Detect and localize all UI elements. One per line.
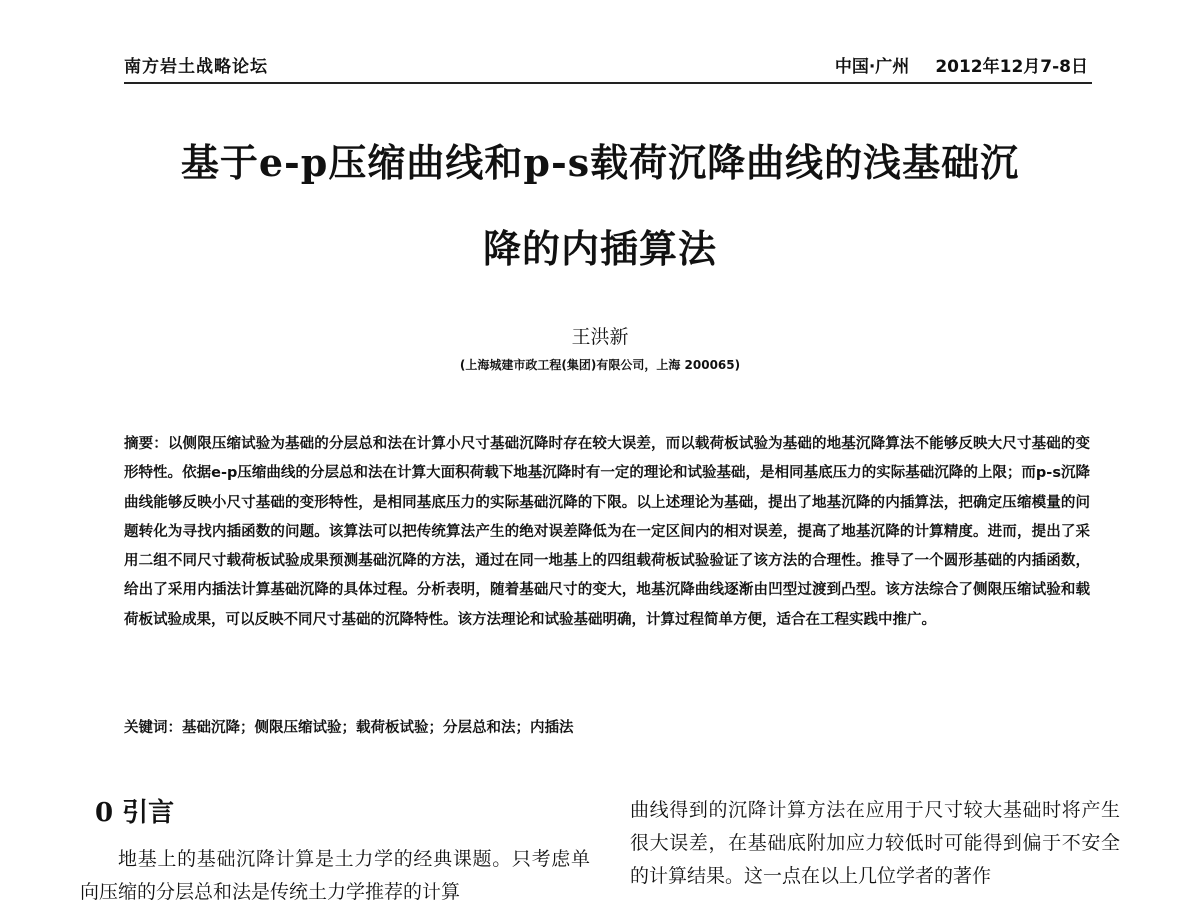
- keywords-text: 基础沉降；侧限压缩试验；载荷板试验；分层总和法；内插法: [182, 720, 574, 736]
- conference-location: 中国·广州: [834, 57, 910, 77]
- author-affiliation: (上海城建市政工程(集团)有限公司，上海 200065): [459, 358, 741, 372]
- conference-name: 南方岩土战略论坛: [124, 57, 268, 77]
- keywords-label: 关键词：: [124, 720, 182, 736]
- keywords: [124, 716, 1090, 737]
- abstract-text: 以侧限压缩试验为基础的分层总和法在计算小尺寸基础沉降时存在较大误差，而以载荷板试验为基础的地基沉降算法不能够反映大尺寸基础的变形特性。依据e-p压缩曲线的分层总和法在计算大面积荷载下地基沉降时有一定的理论和试验基础，是相同基底压力的实际基础沉降的上限；而p-s沉降曲线能够反映小尺寸基础的变形特性，是相同基底压力的实际基础沉降的下限。以上述理论为基础，提出了地基沉降的内插算法，把确定压缩模量的问题转化为寻找内插函数的问题。该算法可以把传统算法产生的绝对误差降低为在一定区间内的相对误差，提高了地基沉降的计算精度。进而，提出了采用二组不同尺寸载荷板试验成果预测基础沉降的方法，通过在同一地基上的四组载荷板试验验证了该方法的合理性。推导了一个圆形基础的内插函数，给出了采用内插法计算基础沉降的具体过程。分析表明，随着基础尺寸的变大，地基沉降曲线逐渐由凹型过渡到凸型。该方法综合了侧限压缩试验和载荷板试验成果，可以反映不同尺寸基础的沉降特性。该方法理论和试验基础明确，计算过程简单方便，适合在工程实践中推广。: [124, 436, 1091, 628]
- conference-date: 2012年12月7-8日: [935, 57, 1088, 77]
- body-right-column: 曲线得到的沉降计算方法在应用于尺寸较大基础时将产生很大误差，在基础底附加应力较低时可能得到偏于不安全的计算结果。这一点在以上几位学者的著作: [630, 799, 1120, 887]
- paper-title-line-1: 基于e-p压缩曲线和p-s载荷沉降曲线的浅基础沉: [180, 140, 1020, 185]
- abstract-label: 摘要：: [124, 436, 168, 452]
- paper-title-line-2: 降的内插算法: [482, 226, 717, 271]
- author-name: 王洪新: [571, 326, 629, 348]
- header-divider: [124, 82, 1092, 84]
- conference-location-date: [835, 52, 1088, 77]
- abstract: [124, 430, 1090, 635]
- body-left-column: 地基上的基础沉降计算是土力学的经典课题。只考虑单向压缩的分层总和法是传统土力学推荐的计算: [80, 848, 590, 903]
- section-heading-introduction: 0 引言: [95, 798, 175, 828]
